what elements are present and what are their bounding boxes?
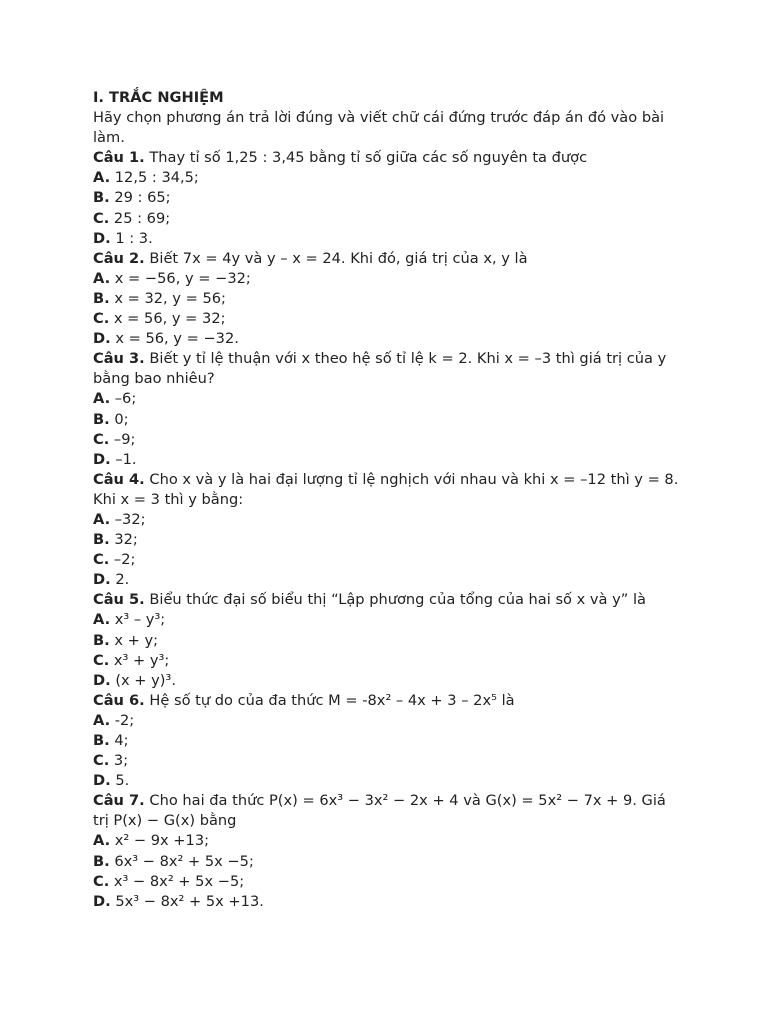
option-text: 1 : 3. bbox=[115, 229, 153, 247]
option-label: C. bbox=[93, 209, 110, 227]
option-text: x = 56, y = 32; bbox=[113, 310, 226, 328]
option-6-a bbox=[93, 711, 683, 731]
option-5-b bbox=[93, 631, 683, 651]
option-5-c bbox=[93, 651, 683, 671]
option-6-d bbox=[93, 771, 683, 791]
option-label: B. bbox=[93, 289, 110, 307]
option-label: A. bbox=[93, 269, 111, 287]
option-text: –32; bbox=[114, 510, 146, 528]
option-text: x + y; bbox=[114, 631, 159, 649]
question-text: Cho x và y là hai đại lượng tỉ lệ nghịch với nhau và khi x = –12 thì y = 8. Khi x = 3 thì y bằng: bbox=[93, 470, 679, 508]
option-text: x³ − 8x² + 5x −5; bbox=[113, 872, 245, 890]
section-title: I. TRẮC NGHIỆM bbox=[93, 89, 224, 106]
option-label: A. bbox=[93, 711, 111, 729]
question-text: Thay tỉ số 1,25 : 3,45 bằng tỉ số giữa các số nguyên ta được bbox=[149, 149, 588, 167]
option-7-a bbox=[93, 831, 683, 851]
question-4 bbox=[93, 470, 683, 510]
option-text: –2; bbox=[113, 551, 136, 569]
option-text: -2; bbox=[114, 711, 135, 729]
option-label: A. bbox=[93, 169, 111, 187]
question-text: Biết y tỉ lệ thuận với x theo hệ số tỉ lệ k = 2. Khi x = –3 thì giá trị của y bằng bao nhiêu? bbox=[93, 350, 667, 388]
option-label: C. bbox=[93, 651, 110, 669]
option-2-b bbox=[93, 289, 683, 309]
option-6-b bbox=[93, 731, 683, 751]
option-label: B. bbox=[93, 189, 110, 207]
option-text: 29 : 65; bbox=[114, 189, 171, 207]
option-text: 0; bbox=[114, 410, 129, 428]
option-text: –1. bbox=[115, 450, 137, 468]
option-label: B. bbox=[93, 531, 110, 549]
option-label: B. bbox=[93, 410, 110, 428]
option-text: 32; bbox=[114, 531, 138, 549]
option-label: D. bbox=[93, 671, 111, 689]
option-label: B. bbox=[93, 852, 110, 870]
option-label: B. bbox=[93, 732, 110, 749]
section-instruction: Hãy chọn phương án trả lời đúng và viết chữ cái đứng trước đáp án đó vào bài làm. bbox=[93, 109, 665, 147]
question-label: Câu 6. bbox=[93, 691, 145, 709]
question-label: Câu 1. bbox=[93, 149, 145, 167]
option-label: D. bbox=[93, 229, 111, 247]
question-2 bbox=[93, 249, 683, 269]
option-1-c bbox=[93, 209, 683, 229]
question-text: Biểu thức đại số biểu thị “Lập phương của tổng của hai số x và y” là bbox=[149, 591, 646, 609]
option-text: (x + y)³. bbox=[115, 671, 176, 689]
option-text: 6x³ − 8x² + 5x −5; bbox=[114, 852, 254, 870]
option-2-a bbox=[93, 269, 683, 289]
option-1-a bbox=[93, 168, 683, 188]
question-label: Câu 3. bbox=[93, 350, 145, 368]
option-text: x² − 9x +13; bbox=[114, 832, 210, 850]
option-text: –6; bbox=[114, 390, 137, 408]
option-label: C. bbox=[93, 752, 110, 770]
question-label: Câu 7. bbox=[93, 792, 145, 810]
option-label: D. bbox=[93, 450, 111, 468]
question-5 bbox=[93, 590, 683, 610]
option-text: x³ + y³; bbox=[113, 651, 170, 669]
option-4-c bbox=[93, 550, 683, 570]
option-label: C. bbox=[93, 551, 110, 569]
option-2-c bbox=[93, 309, 683, 329]
option-5-d bbox=[93, 671, 683, 691]
option-5-a bbox=[93, 610, 683, 630]
option-3-b bbox=[93, 410, 683, 430]
option-4-a bbox=[93, 510, 683, 530]
question-3 bbox=[93, 349, 683, 389]
question-1 bbox=[93, 148, 683, 168]
option-4-b bbox=[93, 530, 683, 550]
option-text: 5x³ − 8x² + 5x +13. bbox=[115, 892, 264, 910]
option-text: 25 : 69; bbox=[113, 209, 171, 227]
option-4-d bbox=[93, 570, 683, 590]
option-text: –9; bbox=[113, 430, 136, 448]
option-text: 2. bbox=[115, 571, 130, 589]
option-3-d bbox=[93, 450, 683, 470]
option-text: x = 32, y = 56; bbox=[114, 289, 226, 307]
option-text: 12,5 : 34,5; bbox=[114, 169, 199, 187]
option-text: x = 56, y = −32. bbox=[115, 330, 239, 348]
question-7 bbox=[93, 791, 683, 831]
option-text: 5. bbox=[115, 772, 130, 790]
option-text: 4; bbox=[114, 732, 129, 749]
option-6-c bbox=[93, 751, 683, 771]
option-label: A. bbox=[93, 390, 111, 408]
option-3-c bbox=[93, 430, 683, 450]
question-label: Câu 2. bbox=[93, 249, 145, 267]
option-1-d bbox=[93, 229, 683, 249]
question-list bbox=[93, 148, 683, 912]
option-label: C. bbox=[93, 430, 110, 448]
option-1-b bbox=[93, 188, 683, 208]
option-7-c bbox=[93, 872, 683, 892]
question-text: Biết 7x = 4y và y – x = 24. Khi đó, giá trị của x, y là bbox=[149, 249, 528, 267]
option-label: A. bbox=[93, 611, 111, 629]
question-text: Cho hai đa thức P(x) = 6x³ − 3x² − 2x + 4 và G(x) = 5x² − 7x + 9. Giá trị P(x) − G(x) bằng bbox=[93, 792, 666, 830]
option-label: D. bbox=[93, 571, 111, 589]
option-label: D. bbox=[93, 330, 111, 348]
option-7-b bbox=[93, 852, 683, 872]
option-2-d bbox=[93, 329, 683, 349]
option-7-d bbox=[93, 892, 683, 912]
document-body bbox=[93, 88, 683, 912]
option-label: A. bbox=[93, 510, 111, 528]
option-text: 3; bbox=[113, 752, 129, 770]
option-label: D. bbox=[93, 892, 111, 910]
option-text: x³ – y³; bbox=[114, 611, 166, 629]
option-label: A. bbox=[93, 832, 111, 850]
option-label: D. bbox=[93, 772, 111, 790]
option-text: x = −56, y = −32; bbox=[114, 269, 251, 287]
option-label: C. bbox=[93, 872, 110, 890]
question-label: Câu 5. bbox=[93, 591, 145, 609]
question-text: Hệ số tự do của đa thức M = -8x² – 4x + 3 – 2x⁵ là bbox=[149, 691, 515, 709]
option-3-a bbox=[93, 389, 683, 409]
option-label: B. bbox=[93, 631, 110, 649]
option-label: C. bbox=[93, 310, 110, 328]
question-6 bbox=[93, 691, 683, 711]
question-label: Câu 4. bbox=[93, 470, 145, 488]
